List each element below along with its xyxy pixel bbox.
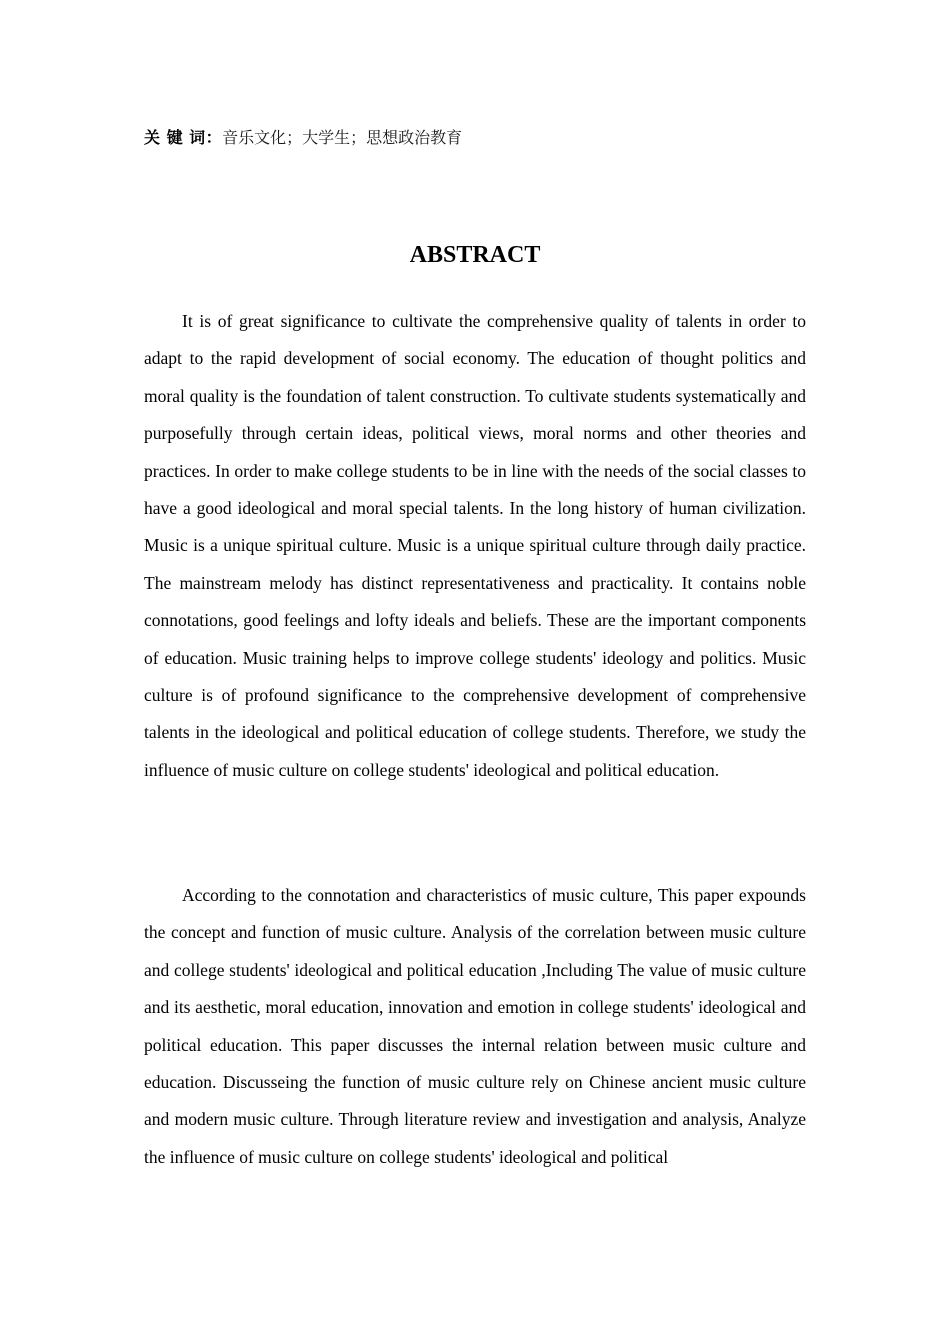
abstract-paragraph-1: It is of great significance to cultivate the comprehensive quality of talents in order to adapt to the rapid development of social economy. The education of thought politics and moral quality is the foundation of talent construction. To cultivate students systematically and purposefully through certain ideas, political views, moral norms and other theories and practices. In order to make college students to be in line with the needs of the social classes to have a good ideological and moral special talents. In the long history of human civilization. Music is a unique spiritual culture. Music is a unique spiritual culture through daily practice. The mainstream melody has distinct representativeness and practicality. It contains noble connotations, good feelings and lofty ideals and beliefs. These are the important components of education. Music training helps to improve college students' ideology and politics. Music culture is of profound significance to the comprehensive development of comprehensive talents in the ideological and political education of college students. Therefore, we study the influence of music culture on college students' ideological and political education. xyxy=(144,311,806,780)
keywords-list: 音乐文化；大学生；思想政治教育 xyxy=(222,128,463,147)
keywords-label: 关 键 词： xyxy=(144,128,223,147)
keywords-line xyxy=(144,126,806,150)
abstract-paragraph-2: According to the connotation and characteristics of music culture, This paper expounds the concept and function of music culture. Analysis of the correlation between music culture and college students' ideological and political education ,Including The value of music culture and its aesthetic, moral education, innovation and emotion in college students' ideological and political education. This paper discusses the internal relation between music culture and education. Discusseing the function of music culture rely on Chinese ancient music culture and modern music culture. Through literature review and investigation and analysis, Analyze the influence of music culture on college students' ideological and political xyxy=(144,885,806,1167)
abstract-title: ABSTRACT xyxy=(409,242,541,268)
